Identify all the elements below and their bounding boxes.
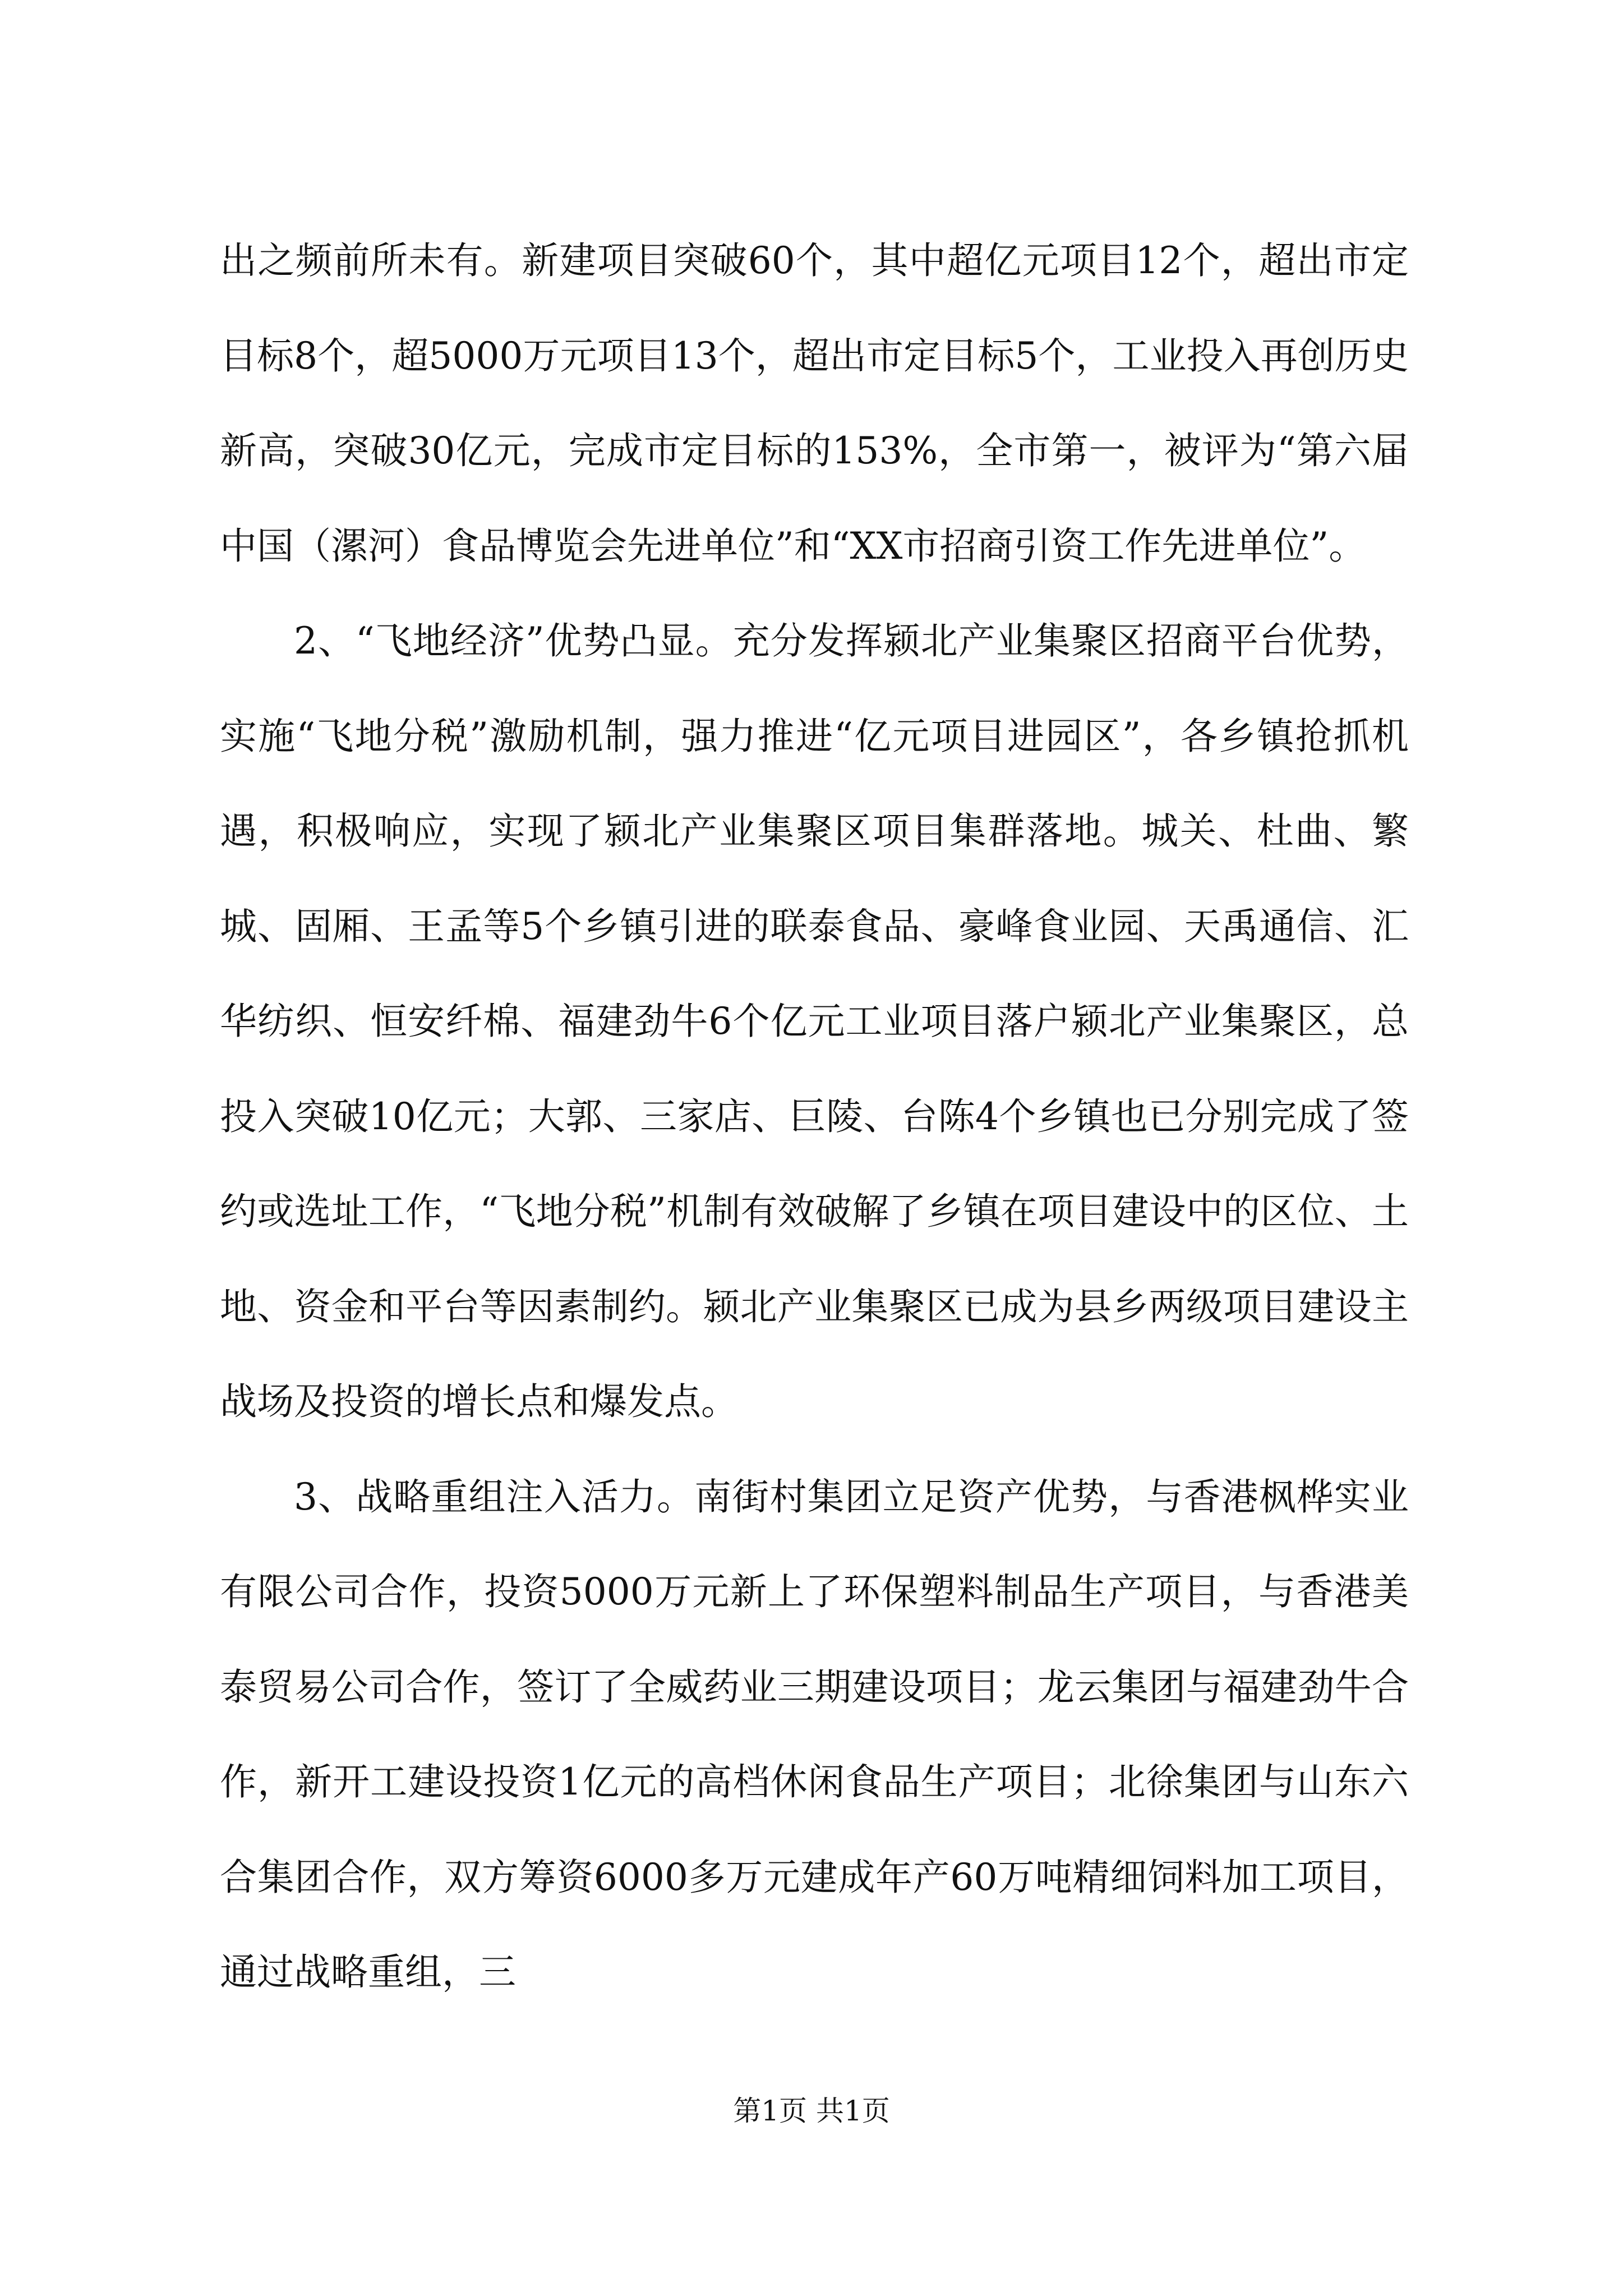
paragraph-2: 2、“飞地经济”优势凸显。充分发挥颍北产业集聚区招商平台优势，实施“飞地分税”激励机制，强力推进“亿元项目进园区”，各乡镇抢抓机遇，积极响应，实现了颍北产业集聚区项目集群落地。城关、杜曲、繁城、固厢、王孟等5个乡镇引进的联泰食品、豪峰食业园、天禹通信、汇华纺织、恒安纤棉、福建劲牛6个亿元工业项目落户颍北产业集聚区，总投入突破10亿元；大郭、三家店、巨陵、台陈4个乡镇也已分别完成了签约或选址工作，“飞地分税”机制有效破解了乡镇在项目建设中的区位、土地、资金和平台等因素制约。颍北产业集聚区已成为县乡两级项目建设主战场及投资的增长点和爆发点。 bbox=[220, 619, 1409, 1423]
paragraph-1: 出之频前所未有。新建项目突破60个，其中超亿元项目12个，超出市定目标8个，超5000万元项目13个，超出市定目标5个，工业投入再创历史新高，突破30亿元，完成市定目标的153%，全市第一，被评为“第六届中国（漯河）食品博览会先进单位”和“XX市招商引资工作先进单位”。 bbox=[220, 239, 1409, 568]
document-body bbox=[220, 213, 1409, 2020]
paragraph-3: 3、战略重组注入活力。南街村集团立足资产优势，与香港枫桦实业有限公司合作，投资5000万元新上了环保塑料制品生产项目，与香港美泰贸易公司合作，签订了全威药业三期建设项目；龙云集团与福建劲牛合作，新开工建设投资1亿元的高档休闲食品生产项目；北徐集团与山东六合集团合作，双方筹资6000多万元建成年产60万吨精细饲料加工项目，通过战略重组，三 bbox=[220, 1475, 1409, 1994]
page-footer: 第1页 共1页 bbox=[733, 2095, 890, 2127]
